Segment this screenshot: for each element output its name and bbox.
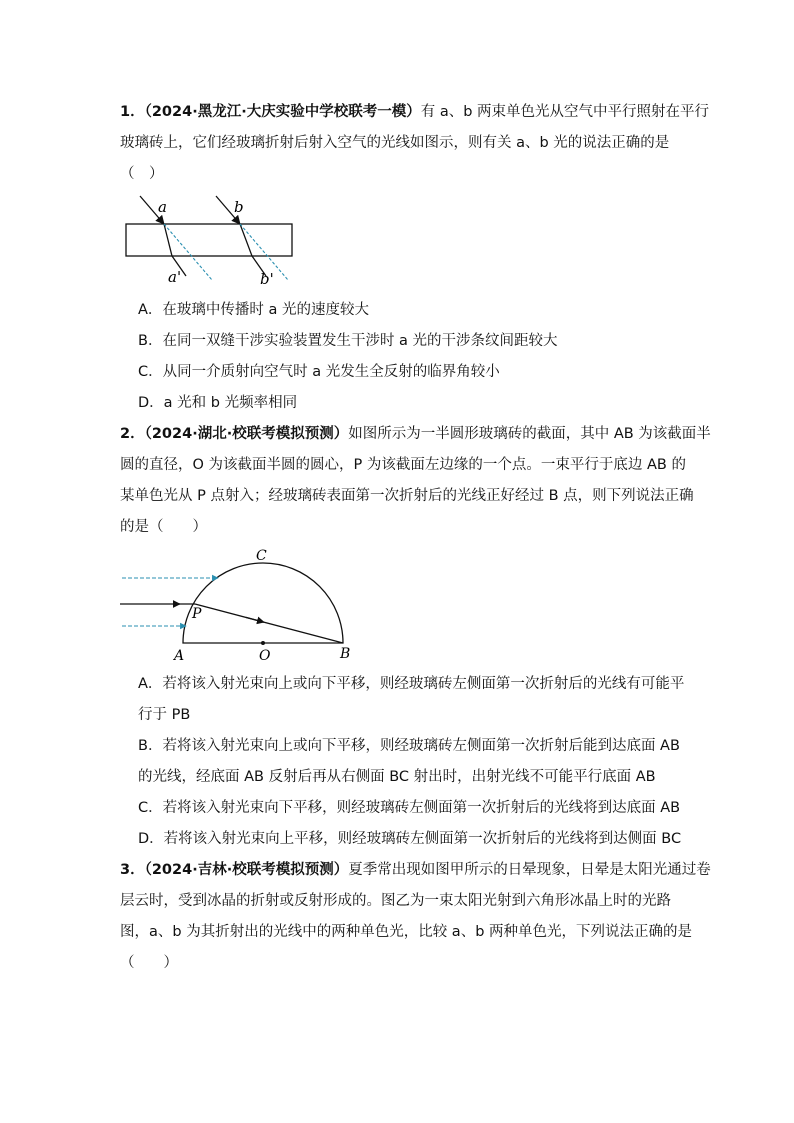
q1-label-b: b	[234, 198, 244, 216]
q2-option-c: C．若将该入射光束向下平移，则经玻璃砖左侧面第一次折射后的光线将到达底面 AB	[138, 800, 681, 816]
q3-answer-bracket: （ ）	[120, 955, 178, 971]
q3-stem-text-1: 夏季常出现如图甲所示的日晕现象，日晕是太阳光通过卷	[348, 862, 711, 878]
q3-stem-line-1	[120, 860, 711, 880]
q3-stem-line-3: 图，a、b 为其折射出的光线中的两种单色光，比较 a、b 两种单色光，下列说法正确的是	[120, 924, 693, 940]
q1-ray-b-refracted	[240, 224, 252, 256]
q2-source: （2024·湖北·校联考模拟预测）	[144, 426, 349, 442]
q2-stem-line-1	[120, 424, 711, 444]
q2-semicircle-outline	[183, 563, 343, 643]
q2-stem-line-4: 的是（ ）	[120, 519, 207, 535]
q2-refracted-arrow	[246, 617, 264, 622]
q2-label-o: O	[259, 648, 271, 664]
q2-figure-semicircle-glass	[118, 546, 358, 666]
q2-label-b: B	[340, 646, 351, 662]
q2-option-d: D．若将该入射光束向上平移，则经玻璃砖左侧面第一次折射后的光线将到达侧面 BC	[138, 831, 682, 847]
q1-figure-parallel-glass	[120, 190, 310, 290]
q1-answer-bracket: （ ）	[120, 166, 164, 182]
q2-center-point-o	[261, 641, 265, 645]
q3-stem-line-2: 层云时，受到冰晶的折射或反射形成的。图乙为一束太阳光射到六角形冰晶上时的光路	[120, 893, 671, 909]
q2-stem-text-1: 如图所示为一半圆形玻璃砖的截面，其中 AB 为该截面半	[348, 426, 711, 442]
q3-source: （2024·吉林·校联考模拟预测）	[144, 862, 349, 878]
q1-stem-line-1	[120, 102, 709, 122]
q2-option-a: A．若将该入射光束向上或向下平移，则经玻璃砖左侧面第一次折射后的光线有可能平	[138, 676, 685, 692]
q1-number: 1．	[120, 104, 145, 120]
q2-option-b: B．若将该入射光束向上或向下平移，则经玻璃砖左侧面第一次折射后能到达底面 AB	[138, 738, 680, 754]
q2-stem-line-2: 圆的直径，O 为该截面半圆的圆心，P 为该截面左边缘的一个点。一束平行于底边 AB 的	[120, 457, 686, 473]
q2-stem-line-3: 某单色光从 P 点射入；经玻璃砖表面第一次折射后的光线正好经过 B 点，则下列说法正确	[120, 488, 694, 504]
q1-option-a: A．在玻璃中传播时 a 光的速度较大	[138, 302, 370, 318]
q1-label-a: a	[158, 198, 167, 216]
q1-stem-line-2: 玻璃砖上，它们经玻璃折射后射入空气的光线如图示，则有关 a、b 光的说法正确的是	[120, 135, 670, 151]
q2-option-a-cont: 行于 PB	[138, 707, 191, 723]
q2-label-a: A	[174, 648, 185, 664]
q1-option-b: B．在同一双缝干涉实验装置发生干涉时 a 光的干涉条纹间距较大	[138, 333, 558, 349]
q2-refracted-ray-pb	[195, 604, 343, 643]
q1-option-d: D．a 光和 b 光频率相同	[138, 395, 298, 411]
q1-label-b-prime: b'	[260, 270, 274, 288]
q2-option-b-cont: 的光线，经底面 AB 反射后再从右侧面 BC 射出时，出射光线不可能平行底面 AB	[138, 769, 656, 785]
q3-number: 3．	[120, 862, 145, 878]
q2-number: 2．	[120, 426, 145, 442]
q1-label-a-prime: a'	[168, 268, 182, 286]
q1-source: （2024·黑龙江·大庆实验中学校联考一模）	[144, 104, 421, 120]
q1-stem-text-1: 有 a、b 两束单色光从空气中平行照射在平行	[420, 104, 710, 120]
q2-label-c: C	[256, 548, 267, 564]
q1-option-c: C．从同一介质射向空气时 a 光发生全反射的临界角较小	[138, 364, 500, 380]
q1-glass-slab	[126, 224, 292, 256]
q2-label-p: P	[192, 606, 202, 622]
